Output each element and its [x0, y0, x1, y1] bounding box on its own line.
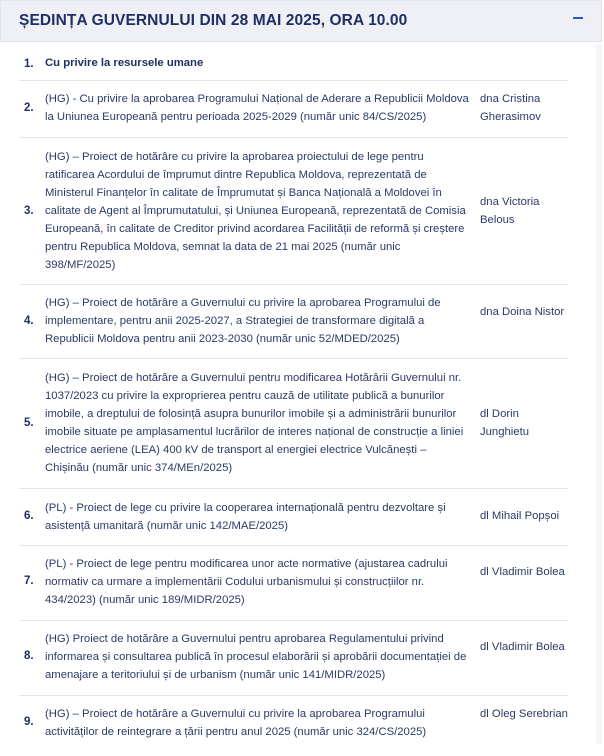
agenda-row-1 — [19, 48, 568, 81]
item-title: (HG) – Proiect de hotărâre a Guvernului pentru modificarea Hotărârii Guvernului nr. 1037/2023 cu privire la exproprierea pentru cauză de utilitate publică a bunurilor imobile, a dreptului de folosință asupra bunurilor imobile și a administrării bunurilor imobile situate pe amplasamentul lucrărilor de interes național de construcție a liniei electrice aeriene (LEA) 400 kV de transport al energiei electrice Vulcănești – Chișinău (număr unic 374/MEn/2025) — [45, 372, 464, 474]
item-number: 2. — [24, 102, 34, 114]
item-speaker: dna Doina Nistor — [480, 306, 565, 318]
agenda-row-4 — [19, 285, 568, 359]
item-speaker: dl Vladimir Bolea — [480, 641, 565, 653]
item-number: 7. — [24, 575, 34, 587]
item-speaker: dna Victoria Belous — [480, 196, 540, 226]
agenda-table — [19, 48, 568, 756]
item-title: (PL) - Proiect de lege pentru modificarea unor acte normative (ajustarea cadrului normativ ca urmare a implementării Codului urbanismului și construcțiilor nr. 434/2023) (număr unic 189/MIDR/2025) — [45, 558, 448, 606]
item-title: (HG) – Proiect de hotărâre a Guvernului cu privire la aprobarea Programului activităților de reintegrare a țării pentru anul 2025 (număr unic 324/CS/2025) — [45, 708, 427, 738]
item-title: (HG) - Cu privire la aprobarea Programului Național de Aderare a Republicii Moldova la Uniunea Europeană pentru perioada 2025-2029 (număr unic 84/CS/2025) — [45, 93, 469, 123]
section-title: ȘEDINȚA GUVERNULUI DIN 28 MAI 2025, ORA 10.00 — [19, 12, 408, 29]
item-number: 8. — [24, 650, 34, 662]
item-speaker: dl Dorin Junghietu — [480, 408, 529, 438]
item-number: 4. — [24, 315, 34, 327]
section-header[interactable] — [0, 0, 602, 42]
item-title: (PL) - Proiect de lege cu privire la cooperarea internațională pentru dezvoltare și asistență umanitară (număr unic 142/MAE/2025) — [45, 502, 446, 532]
scrollbar[interactable] — [596, 44, 602, 744]
item-number: 6. — [24, 510, 34, 522]
agenda-row-9 — [19, 696, 568, 756]
agenda-row-2 — [19, 81, 568, 138]
item-number: 5. — [24, 417, 34, 429]
agenda-row-8 — [19, 621, 568, 696]
item-speaker: dna Cristina Gherasimov — [480, 93, 541, 123]
item-speaker: dl Mihail Popșoi — [480, 510, 560, 522]
collapse-icon[interactable] — [573, 17, 583, 19]
item-number: 9. — [24, 716, 34, 728]
item-title: (HG) – Proiect de hotărâre a Guvernului cu privire la aprobarea Programului de implementare, pentru anii 2025-2027, a Strategiei de transformare digitală a Republicii Moldova pentru anii 2023-2030 (număr unic 52/MDED/2025) — [45, 297, 441, 345]
agenda-row-3 — [19, 138, 568, 285]
item-number: 3. — [24, 205, 34, 217]
agenda-row-5 — [19, 359, 568, 489]
agenda-row-7 — [19, 546, 568, 621]
item-title: (HG) – Proiect de hotărâre cu privire la aprobarea proiectului de lege pentru ratificarea Acordului de împrumut dintre Republica Moldova, reprezentată de Ministerul Finanțelor în calitate de Împrumutat și Banca Națională a Moldovei în calitate de Agent al Împrumutatului, și Uniunea Europeană, reprezentată de Comisia Europeană, în calitate de Creditor privind acordarea Facilității de reformă și creștere pentru Republica Moldova, semnat la data de 21 mai 2025 (număr unic 398/MF/2025) — [45, 151, 466, 271]
item-title: (HG) Proiect de hotărâre a Guvernului pentru aprobarea Regulamentului privind informarea și consultarea publică în procesul elaborării și aprobării documentației de amenajare a teritoriului și de urbanism (număr unic 141/MIDR/2025) — [45, 633, 467, 681]
item-number: 1. — [24, 58, 34, 70]
item-speaker: dl Vladimir Bolea — [480, 566, 565, 578]
item-title: Cu privire la resursele umane — [45, 57, 204, 69]
agenda-row-6 — [19, 489, 568, 546]
item-speaker: dl Oleg Serebrian — [480, 708, 568, 720]
